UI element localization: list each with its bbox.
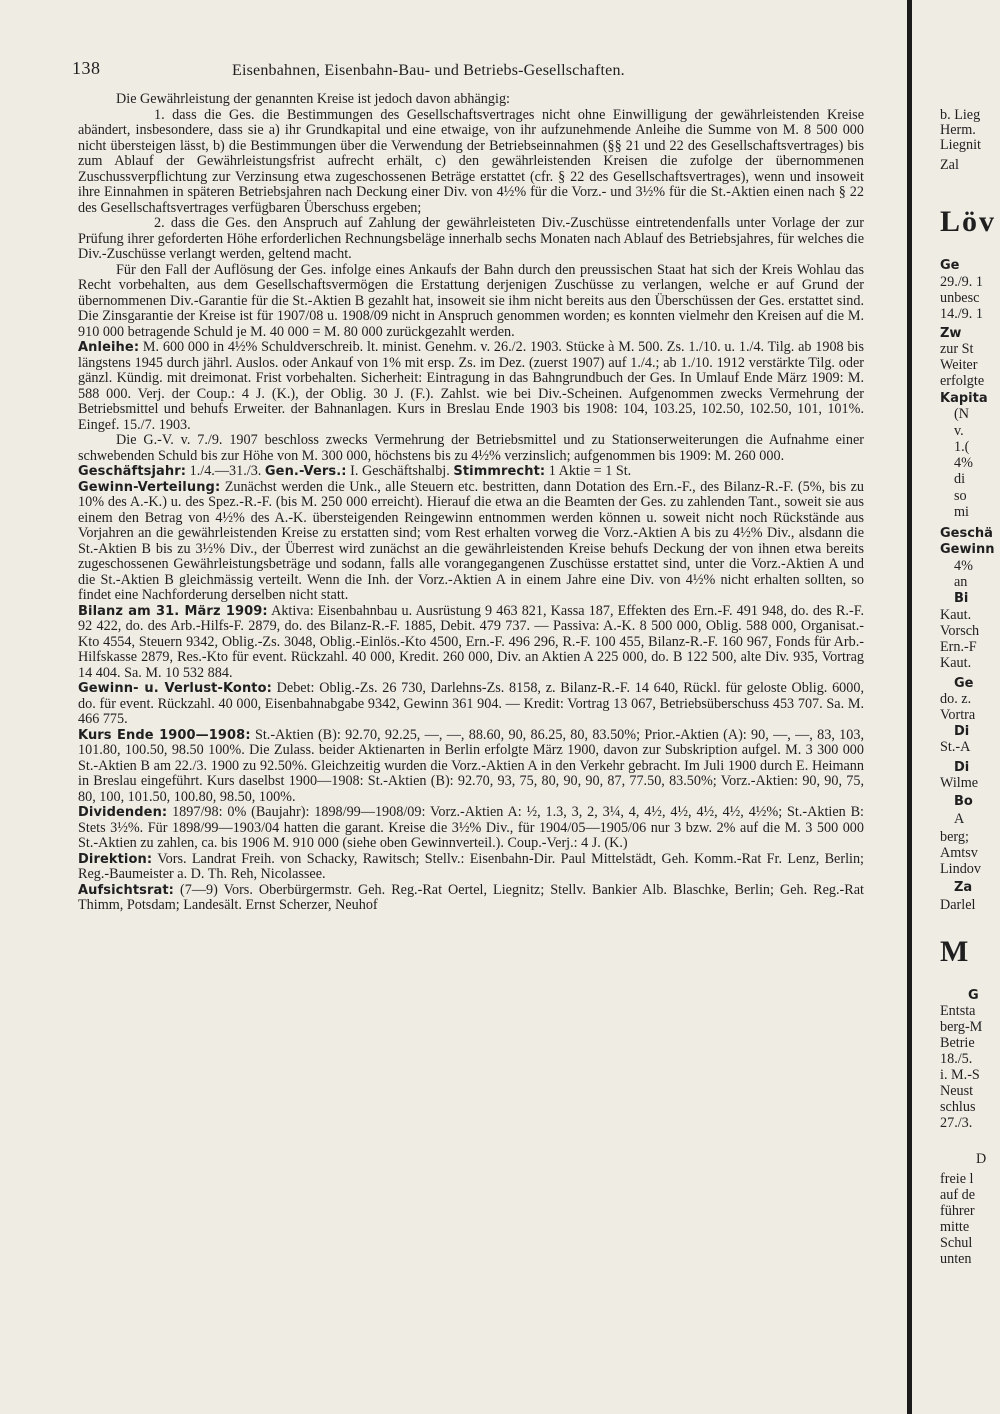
right-column-fragment: A [954,811,965,827]
right-column-fragment: an [954,574,968,590]
paragraph [78,604,864,682]
section-label: Geschäftsjahr: [78,464,187,479]
right-column-fragment: 4% [954,558,973,574]
section-label: Dividenden: [78,805,168,820]
main-column [78,92,864,914]
right-column-fragment: Liegnit [940,137,981,153]
paragraph-text: Für den Fall der Auflösung der Ges. infolge eines Ankaufs der Bahn durch den preussischen Staat hat sich der Kreis Wohlau das Recht vorbehalten, aus dem Gesellschaftsvermögen die Erstattung derjenigen Zuschüsse zu verlangen, welche er auf Grund der übernommenen Div.-Garantie für die St.-Aktien B gezahlt hat, insoweit sie ihm nicht bereits aus den Überschüssen der Ges. erstattet sind. Die Zinsgarantie der Kreise ist für 1907/08 u. 1908/09 nicht in Anspruch genommen worden; es konnten vielmehr den Kreisen auf die M. 910 000 betragende Schuld je M. 40 000 = M. 80 000 zurückgezahlt werden. [78,261,864,340]
paragraph-text: Debet: Oblig.-Zs. 26 730, Darlehns-Zs. 8158, z. Bilanz-R.-F. 14 640, Rückl. für geloste Oblig. 6000, do. für event. Rückzahl. 40 000, Eisenbahnabgabe 9342, Gewinn 361 904. — Kredit: Vortrag 13 067, Betriebsüberschuss 453 707. Sa. M. 466 775. [78,680,864,727]
right-column-fragment: Darlel [940,897,976,913]
paragraph [78,263,864,341]
right-column-fragment: zur St [940,341,974,357]
right-column-fragment: so [954,488,967,504]
paragraph-text: Vors. Landrat Freih. von Schacky, Rawitsch; Stellv.: Eisenbahn-Dir. Paul Mittelstädt, Geh. Komm.-Rat Fr. Lenz, Berlin; Reg.-Baumeister a. D. Th. Reh, Nicolassee. [78,850,864,882]
paragraph [78,681,864,728]
right-column-fragment: St.-A [940,739,971,755]
right-column-fragment: G [968,988,979,1003]
right-column-fragment: i. M.-S [940,1067,980,1083]
right-column-fragment: Weiter [940,357,978,373]
right-column-fragment: Di [954,724,970,739]
right-column-fragment: Lindov [940,861,981,877]
right-column-fragment: erfolgte [940,373,985,389]
running-head: Eisenbahnen, Eisenbahn-Bau- und Betriebs-Gesellschaften. [232,62,625,79]
right-column-fragment: 29./9. 1 [940,274,983,290]
section-label: Aufsichtsrat: [78,882,174,898]
paragraph-text: M. 600 000 in 4½% Schuldverschreib. lt. minist. Genehm. v. 26./2. 1903. Stücke à M. 500. Zs. 1./10. u. 1./4. Tilg. ab 1908 bis längstens 1945 durch jährl. Auslos. oder Ankauf von 1% mit ersp. Zs. im Dez. (zuerst 1907) auf 1./4.; ab 1./10. 1912 verstärkte Tilg. oder gänzl. Kündig. mit dreimonat. Frist vorbehalten. Sicherheit: Eintragung in das Bahngrundbuch der Ges. In Umlauf Ende März 1909: M. 588 000. Verj. der Coup.: 4 J. (K.), der Oblig. 30 J. (F.). Zahlst. wie bei Div.-Scheinen. Aufgenommen zwecks Vermehrung der Betriebsmittel und behufs Erweiter. der Bahnanlagen. Kurs in Breslau Ende 1903 bis 1908: 104, 103.25, 102.50, 102.50, 101, 101%. Eingef. 15./7. 1903. [78,339,864,433]
right-column-fragment: Gewinn [940,542,995,557]
paragraph [78,883,864,914]
paragraph-text: 2. dass die Ges. den Anspruch auf Zahlung der gewährleisteten Div.-Zuschüsse eintretendenfalls unter Vorlage der zur Prüfung ihrer geforderten Höhe erforderlichen Rechnungsbeläge innerhalb sechs Monaten nach Ablauf des Betriebsjahres, für welches die Div.-Zuschüsse verlangt werden, geltend macht. [78,215,864,262]
right-column-fragment: Di [954,760,970,775]
section-label: Kurs Ende 1900—1908: [78,727,251,743]
right-column-fragment: auf de [940,1187,976,1203]
right-column-fragment: Ge [954,676,974,691]
section-label: Gewinn-Verteilung: [78,479,221,495]
paragraph [78,108,864,217]
right-column-fragment: schlus [940,1099,976,1115]
right-column-fragment: freie l [940,1171,974,1187]
paragraph-text: 1. dass die Ges. die Bestimmungen des Gesellschaftsvertrages nicht ohne Einwilligung der gewährleistenden Kreise abändert, insbesondere, dass sie a) ihr Grundkapital und eine etwaige, von ihr aufzunehmende Anleihe die Summe von M. 8 500 000 nicht übersteigen lässt, b) die Bestimmungen über die Verwendung der Betriebseinnahmen (§§ 21 und 22 des Gesellschaftsvertrages) bis zum Ablauf der Gewährleistungsfrist aufrecht erhält, c) den gewährleistenden Kreisen die zufolge der übernommenen Zuschussverpflichtung zur Verzinsung etwa zugeschossenen Beträge erstattet (cfr. § 22 des Gesellschaftsvertrages), wenn und insoweit ihre Einnahmen in späteren Betriebsjahren nach Deckung einer Div. von 4½% für die Vorz.- und 3½% für die St.-Aktien einen nach § 22 des Gesellschaftsvertrages verfügbaren Überschuss ergeben; [78,106,864,216]
paragraph [78,805,864,852]
column-divider [907,0,912,1414]
paragraph [78,728,864,806]
right-column-fragment: 1.( [954,439,970,455]
right-column-fragment: mitte [940,1219,970,1235]
paragraph-text: St.-Aktien (B): 92.70, 92.25, —, —, 88.60, 90, 86.25, 80, 83.50%; Prior.-Aktien (A): 90, —, —, 83, 103, 101.80, 100.50, 98.50 100%. Die Zulass. beider Aktienarten in Berlin erfolgte März 1900, davon zur Subskription aufgel. M. 3 300 000 St.-Aktien B am 22./3. 1900 zu 92.50%. Gleichzeitig wurden die Vorz.-Aktien A in den Verkehr gebracht. Im Juli 1900 durch E. Heimann in Breslau eingeführt. Kurs daselbst 1900—1908: St.-Aktien (B): 92.70, 93, 75, 80, 90, 90, 87, 77.50, 83.50%; Vorz.-Aktien: 90, 90, 75, 80, 100, 101.50, 100.80, 98.50, 100%. [78,726,864,805]
right-column-fragment: M [940,935,971,968]
section-label: Gewinn- u. Verlust-Konto: [78,681,272,696]
paragraph-text: Die G.-V. v. 7./9. 1907 beschloss zwecks Vermehrung der Betriebsmittel und zu Stationserweiterungen die Aufnahme einer schwebenden Schuld bis zur Höhe von M. 300 000, höchstens bis zu 4½% verzinslich; aufgenommen bis 1909: M. 260 000. [78,432,864,464]
right-column-fragment: D [976,1151,987,1167]
right-column-fragment: Za [954,880,973,895]
paragraph-text: Die Gewährleistung der genannten Kreise ist jedoch davon abhängig: [116,91,510,107]
right-column-fragment: 18./5. [940,1051,973,1067]
right-column-fragment: Löv [940,205,997,238]
paragraph [78,852,864,883]
right-column-fragment: do. z. [940,691,972,707]
right-column-fragment: Kapita [940,391,988,406]
right-column-fragment: berg; [940,829,969,845]
paragraph-text: Aktiva: Eisenbahnbau u. Ausrüstung 9 463 821, Kassa 187, Effekten des Ern.-F. 491 948, do. des R.-F. 92 422, do. des Arb.-Hilfs-F. 2879, do. des Bilanz-R.-F. 1885, Debit. 479 737. — Passiva: A.-K. 8 500 000, Oblig. 588 000, Organisat.-Kto 4554, Steuern 9342, Oblig.-Zs. 3048, Oblig.-Einlös.-Kto 4500, Ern.-F. 496 296, R.-F. 100 455, Bilanz-R.-F. 160 967, Fonds für Arb.-Hilfskasse 2879, Res.-Kto für event. Rückzahl. 40 000, Kredit. 260 000, Div. an Aktien A 225 000, do. B 122 500, alte Div. 935, Vortrag 14 404. Sa. M. 10 532 884. [78,602,864,681]
right-column-fragment: Entsta [940,1003,976,1019]
right-column-fragment: Herm. [940,122,976,138]
right-column-fragment: Amtsv [940,845,978,861]
right-column-fragment: (N [954,406,969,422]
paragraph-text: I. Geschäftshalbj. [346,463,454,479]
right-column-fragment: Wilme [940,775,979,791]
right-column-fragment: unten [940,1251,972,1267]
right-column-fragment: Kaut. [940,655,972,671]
paragraph-text: 1897/98: 0% (Baujahr): 1898/99—1908/09: Vorz.-Aktien A: ½, 1.3, 3, 2, 3¼, 4, 4½, 4½, 4½, 4½, 4½%; St.-Aktien B: Stets 3½%. Für 1898/99—1903/04 hatten die garant. Kreise die 3½% Div., für 1904/05—1905/06 nur 3 bzw. 2% auf die M. 3 500 000 St.-Aktien zu zahlen, ca. bis 1906 M. 910 000 (siehe oben Gewinnverteil.). Coup.-Verj.: 4 J. (K.) [78,804,864,851]
right-column-fragment: Vortra [940,707,976,723]
paragraph-text: 1./4.—31./3. [186,463,265,479]
right-column-fragment: Zal [940,157,959,173]
section-label: Bilanz am 31. März 1909: [78,603,268,619]
right-column-fragment: Zw [940,326,962,341]
right-column-fragment: unbesc [940,290,980,306]
section-label: Gen.-Vers.: [264,464,347,479]
right-column-fragment: Betrie [940,1035,975,1051]
paragraph [78,92,864,108]
right-column-fragment: 27./3. [940,1115,973,1131]
right-column-fragment: führer [940,1203,975,1219]
right-column-fragment: berg-M [940,1019,983,1035]
right-column-fragment: mi [954,504,969,520]
right-column-fragments [940,108,1000,1408]
paragraph-text: Zunächst werden die Unk., alle Steuern etc. bestritten, dann Dotation des Ern.-F., des Bilanz-R.-F. (5%, bis zu 10% des A.-K.) u. des Spez.-R.-F. (bis M. 250 000 erreicht). Hierauf die etwa an die Beamten der Ges. zu zahlenden Tant., soweit sie aus einem den Betrag von 4½% des A.-K. übersteigenden Reingewinn entnommen werden können u. soweit nicht noch Rückstände aus Vorjahren an die gewährleistenden Kreise zu erstatten sind; vom Rest erhalten vorweg die Vorz.-Aktien A bis zu 4½% Div., alsdann die St.-Aktien B bis zu 3½% Div., der Überrest wird zunächst an die gewährleistenden Kreise behufs Deckung der von ihnen etwa bereits zugeschossenen Gewährleistungsbeträge und sodann, falls alle vorangegangenen Zuschüsse erstattet sind, unter die Vorz.-Aktien A und die St.-Aktien B gleichmässig verteilt. Wenn die Inh. der Vorz.-Aktien A in einem Jahre eine Div. von 4½% nicht erhalten sollten, so findet eine Nachforderung derselben nicht statt. [78,478,864,603]
right-column-fragment: Bo [954,794,973,809]
section-label: Anleihe: [78,340,140,355]
right-column-fragment: di [954,471,966,487]
right-column-fragment: Neust [940,1083,974,1099]
page-number: 138 [72,58,101,78]
paragraph-text: 1 Aktie = 1 St. [545,463,632,479]
paragraph [78,480,864,604]
paragraph [78,433,864,464]
right-column-fragment: v. [954,423,964,439]
right-column-fragment: b. Lieg [940,108,981,123]
paragraph [78,216,864,263]
paragraph-text: (7—9) Vors. Oberbürgermstr. Geh. Reg.-Rat Oertel, Liegnitz; Stellv. Bankier Alb. Blaschke, Berlin; Geh. Reg.-Rat Thimm, Potsdam; Landesält. Ernst Scherzer, Neuhof [78,881,864,913]
right-column-fragment: Bi [954,591,969,606]
right-column-fragment: Schul [940,1235,973,1251]
right-column-fragment: 14./9. 1 [940,306,983,322]
section-label: Stimmrecht: [453,464,546,479]
right-column-fragment: Ern.-F [940,639,977,655]
right-column-fragment: 4% [954,455,973,471]
right-column-fragment: Vorsch [940,623,980,639]
right-column-fragment: Geschä [940,526,993,541]
right-column-fragment: Kaut. [940,607,972,623]
paragraph [78,340,864,433]
paragraph [78,464,864,480]
right-column-fragment: Ge [940,258,960,273]
section-label: Direktion: [78,851,153,867]
